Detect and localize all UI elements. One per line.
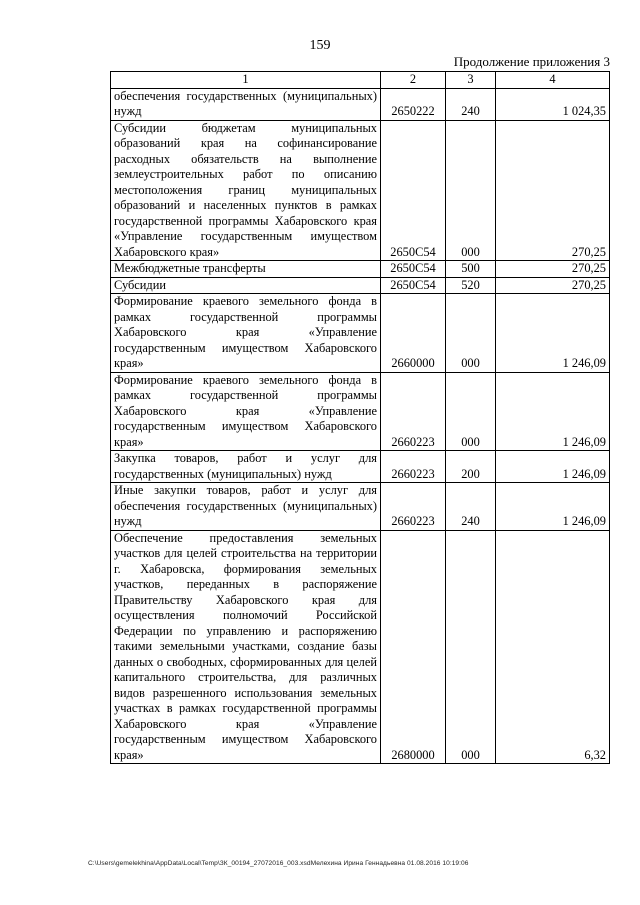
continuation-note: Продолжение приложения 3 (453, 54, 610, 69)
row-code: 2650С54 (381, 120, 446, 261)
table-row (111, 277, 610, 294)
header-col-4: 4 (496, 72, 610, 89)
table-row (111, 120, 610, 261)
row-expense-type: 240 (446, 483, 496, 531)
header-col-3: 3 (446, 72, 496, 89)
row-amount: 1 246,09 (496, 294, 610, 373)
row-description: Субсидии (111, 277, 381, 294)
row-expense-type: 000 (446, 294, 496, 373)
row-amount: 1 246,09 (496, 372, 610, 451)
header-col-2: 2 (381, 72, 446, 89)
table-row (111, 372, 610, 451)
table-header-row (111, 72, 610, 89)
row-amount: 1 246,09 (496, 451, 610, 483)
row-code: 2660000 (381, 294, 446, 373)
row-amount: 270,25 (496, 261, 610, 278)
row-expense-type: 000 (446, 120, 496, 261)
row-description: обеспечения государственных (муниципальных) нужд (111, 88, 381, 120)
budget-table (110, 71, 610, 764)
row-amount: 1 024,35 (496, 88, 610, 120)
row-code: 2660223 (381, 483, 446, 531)
header-col-1: 1 (111, 72, 381, 89)
row-description: Обеспечение предоставления земельных участков для целей строительства на территории г. Хабаровска, формирования земельных участков, переданных в распоряжение Правительству Хабаровского края для осуществления полномочий Российской Федерации по управлению и распоряжению такими земельными участками, создание базы данных о свободных, сформированных для целей капитального строительства, для различных видов разрешенного использования земельных участках в рамках государственной программы Хабаровского края «Управление государственным имуществом Хабаровского края» (111, 530, 381, 764)
row-expense-type: 240 (446, 88, 496, 120)
row-description: Формирование краевого земельного фонда в рамках государственной программы Хабаровского края «Управление государственным имуществом Хабаровского края» (111, 372, 381, 451)
row-amount: 1 246,09 (496, 483, 610, 531)
row-description: Формирование краевого земельного фонда в рамках государственной программы Хабаровского края «Управление государственным имуществом Хабаровского края» (111, 294, 381, 373)
row-description: Субсидии бюджетам муниципальных образований края на софинансирование расходных обязательств на выполнение землеустроительных работ по описанию местоположения границ муниципальных образований и населенных пунктов в рамках государственной программы Хабаровского края «Управление государственным имуществом Хабаровского края» (111, 120, 381, 261)
row-amount: 6,32 (496, 530, 610, 764)
row-code: 2650С54 (381, 261, 446, 278)
row-code: 2660223 (381, 372, 446, 451)
row-code: 2660223 (381, 451, 446, 483)
row-code: 2650С54 (381, 277, 446, 294)
row-description: Межбюджетные трансферты (111, 261, 381, 278)
row-code: 2680000 (381, 530, 446, 764)
row-expense-type: 500 (446, 261, 496, 278)
table-row (111, 88, 610, 120)
file-path-footer: C:\Users\gemelekhina\AppData\Local\Temp\ЗК_00194_27072016_003.xsdМелехина Ирина Геннадьевна 01.08.2016 10:19:06 (88, 860, 469, 867)
table-row (111, 294, 610, 373)
row-amount: 270,25 (496, 120, 610, 261)
page-number: 159 (309, 38, 331, 53)
row-amount: 270,25 (496, 277, 610, 294)
row-expense-type: 520 (446, 277, 496, 294)
row-expense-type: 200 (446, 451, 496, 483)
table-row (111, 261, 610, 278)
row-expense-type: 000 (446, 530, 496, 764)
table-row (111, 483, 610, 531)
table-row (111, 530, 610, 764)
row-expense-type: 000 (446, 372, 496, 451)
row-code: 2650222 (381, 88, 446, 120)
row-description: Иные закупки товаров, работ и услуг для обеспечения государственных (муниципальных) нужд (111, 483, 381, 531)
table-row (111, 451, 610, 483)
row-description: Закупка товаров, работ и услуг для государственных (муниципальных) нужд (111, 451, 381, 483)
